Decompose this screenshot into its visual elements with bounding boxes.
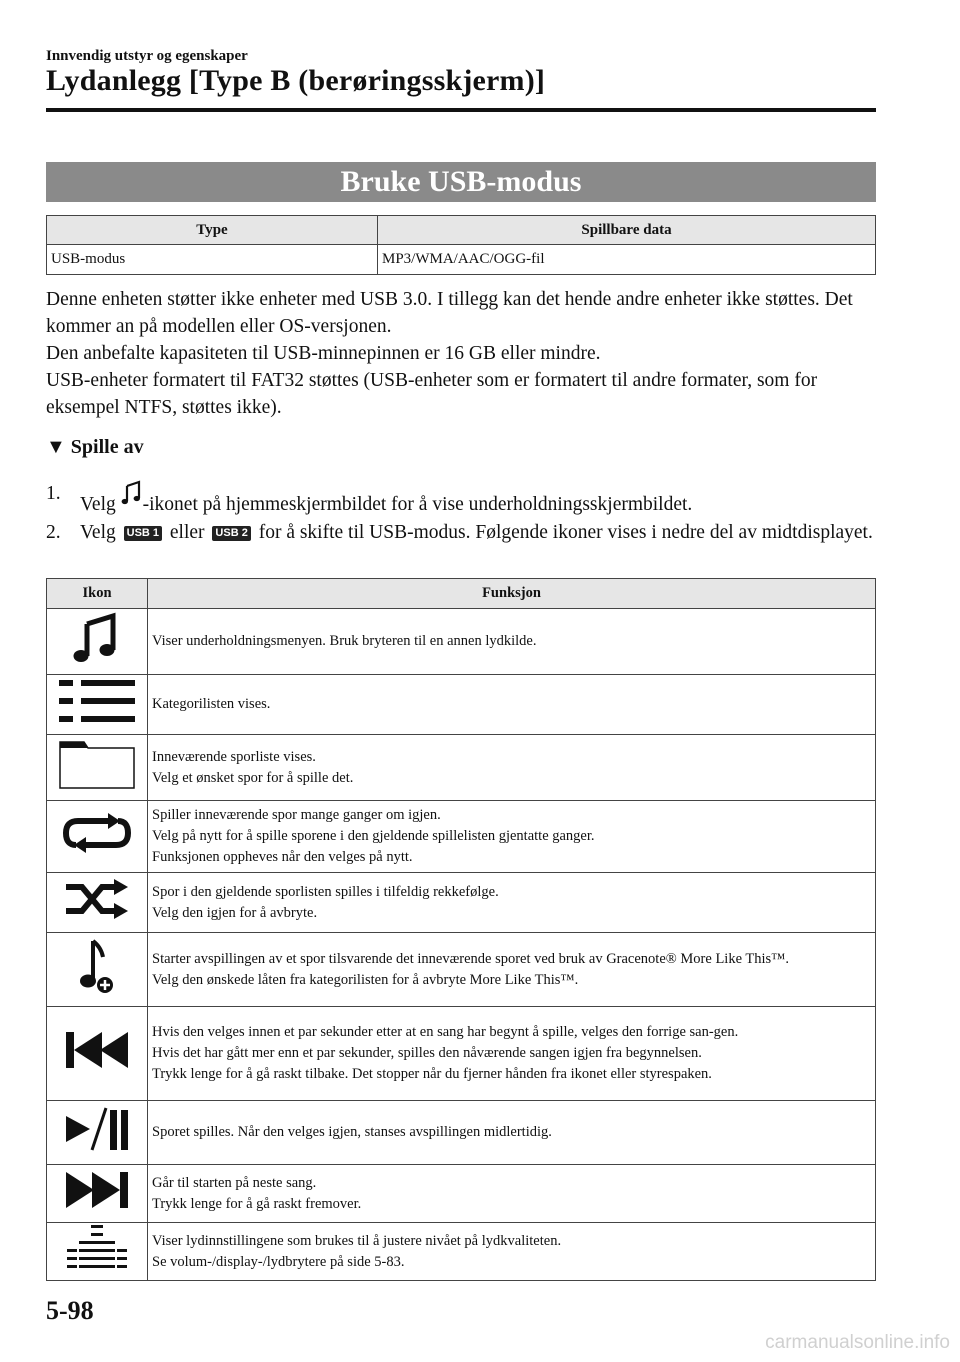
watermark: carmanualsonline.info — [765, 1332, 950, 1353]
page-number: 5-98 — [46, 1296, 94, 1325]
step-2 — [46, 519, 886, 547]
banner-title: Bruke USB-modus — [46, 162, 876, 202]
function-text: Velg den ønskede låten fra kategorilisten for å avbryte More Like This™. — [152, 971, 579, 988]
steps-list — [46, 480, 886, 547]
section-title: Innvendig utstyr og egenskaper — [46, 48, 248, 64]
format-table-cell: MP3/WMA/AAC/OGG-fil — [378, 245, 876, 275]
function-text: Velg den igjen for å avbryte. — [152, 904, 318, 921]
function-text: Se volum-/display-/lydbrytere på side 5-83. — [152, 1253, 405, 1270]
function-text: Velg et ønsket spor for å spille det. — [152, 769, 354, 786]
function-text: Går til starten på neste sang. — [152, 1174, 317, 1191]
table-row — [47, 609, 876, 675]
format-table-cell: USB-modus — [47, 245, 378, 275]
note-plus-icon — [77, 937, 117, 995]
icon-table — [46, 578, 876, 1281]
function-text: Spor i den gjeldende sporlisten spilles i tilfeldig rekkefølge. — [152, 883, 499, 900]
list-icon — [57, 676, 137, 726]
function-text: Spiller inneværende spor mange ganger om igjen. — [152, 807, 441, 823]
format-table-header-data: Spillbare data — [378, 216, 876, 245]
format-table — [46, 215, 876, 275]
table-row — [47, 933, 876, 1007]
table-row — [47, 873, 876, 933]
step-text: for å skifte til USB-modus. Følgende ikoner vises i nedre del av midtdisplayet. — [258, 522, 873, 543]
previous-track-icon — [62, 1028, 132, 1072]
next-track-icon — [62, 1168, 132, 1212]
equalizer-icon — [67, 1223, 127, 1273]
table-row — [47, 1101, 876, 1165]
function-text: Sporet spilles. Når den velges igjen, stanses avspillingen midlertidig. — [152, 1124, 552, 1140]
function-text: Trykk lenge for å gå raskt tilbake. Det stopper når du fjerner hånden fra ikonet eller styrespaken. — [152, 1066, 712, 1082]
table-row — [47, 1007, 876, 1101]
header-rule — [46, 108, 876, 112]
table-row — [47, 1223, 876, 1281]
function-text: Inneværende sporliste vises. — [152, 748, 316, 765]
triangle-marker: ▼ — [46, 436, 66, 458]
function-text: Viser underholdningsmenyen. Bruk bryteren til en annen lydkilde. — [152, 633, 537, 649]
step-text: eller — [169, 522, 205, 543]
step-1 — [46, 480, 886, 519]
chapter-title: Lydanlegg [Type B (berøringsskjerm)] — [46, 64, 546, 97]
step-text: Velg — [80, 522, 116, 543]
music-note-icon — [121, 480, 143, 506]
function-text: Trykk lenge for å gå raskt fremover. — [152, 1195, 362, 1212]
function-text: Velg på nytt for å spille sporene i den gjeldende spillelisten gjentatte ganger. — [152, 828, 595, 844]
music-note-icon — [67, 612, 127, 664]
usb1-badge: USB 1 — [124, 526, 162, 541]
subheading-text: Spille av — [70, 436, 144, 458]
icon-table-header-icon: Ikon — [47, 579, 148, 609]
play-pause-icon — [62, 1104, 132, 1154]
function-text: Hvis den velges innen et par sekunder etter at en sang har begynt å spille, velges den forrige san-gen. — [152, 1024, 739, 1040]
repeat-icon — [62, 811, 132, 855]
paragraph: Den anbefalte kapasiteten til USB-minnepinnen er 16 GB eller mindre. — [46, 343, 601, 364]
function-text: Viser lydinnstillingene som brukes til å justere nivået på lydkvaliteten. — [152, 1232, 562, 1249]
folder-icon — [58, 738, 136, 790]
table-row — [47, 801, 876, 873]
function-text: Hvis det har gått mer enn et par sekunder, spilles den nåværende sangen igjen fra begynnelsen. — [152, 1045, 702, 1061]
paragraph: USB-enheter formatert til FAT32 støttes (USB-enheter som er formatert til andre formater, som for eksempel NTFS, støttes ikke). — [46, 370, 818, 418]
table-row — [47, 1165, 876, 1223]
step-number: 2. — [46, 522, 61, 543]
paragraph: Denne enheten støtter ikke enheter med USB 3.0. I tillegg kan det hende andre enheter ikke støttes. Det kommer an på modellen eller OS-versjonen. — [46, 289, 853, 337]
step-text: Velg — [80, 494, 116, 515]
table-row — [47, 675, 876, 735]
table-row — [47, 735, 876, 801]
subheading — [46, 436, 144, 459]
function-text: Kategorilisten vises. — [152, 696, 271, 712]
icon-table-header-function: Funksjon — [148, 579, 876, 609]
function-text: Funksjonen oppheves når den velges på nytt. — [152, 849, 413, 865]
step-number: 1. — [46, 483, 61, 504]
step-text: -ikonet på hjemmeskjermbildet for å vise underholdningsskjermbildet. — [142, 494, 693, 515]
shuffle-icon — [62, 877, 132, 921]
table-row — [47, 245, 876, 275]
function-text: Starter avspillingen av et spor tilsvarende det inneværende sporet ved bruk av Gracenote® More Like This™. — [152, 950, 789, 967]
usb2-badge: USB 2 — [212, 526, 250, 541]
body-text — [46, 286, 886, 421]
format-table-header-type: Type — [47, 216, 378, 245]
